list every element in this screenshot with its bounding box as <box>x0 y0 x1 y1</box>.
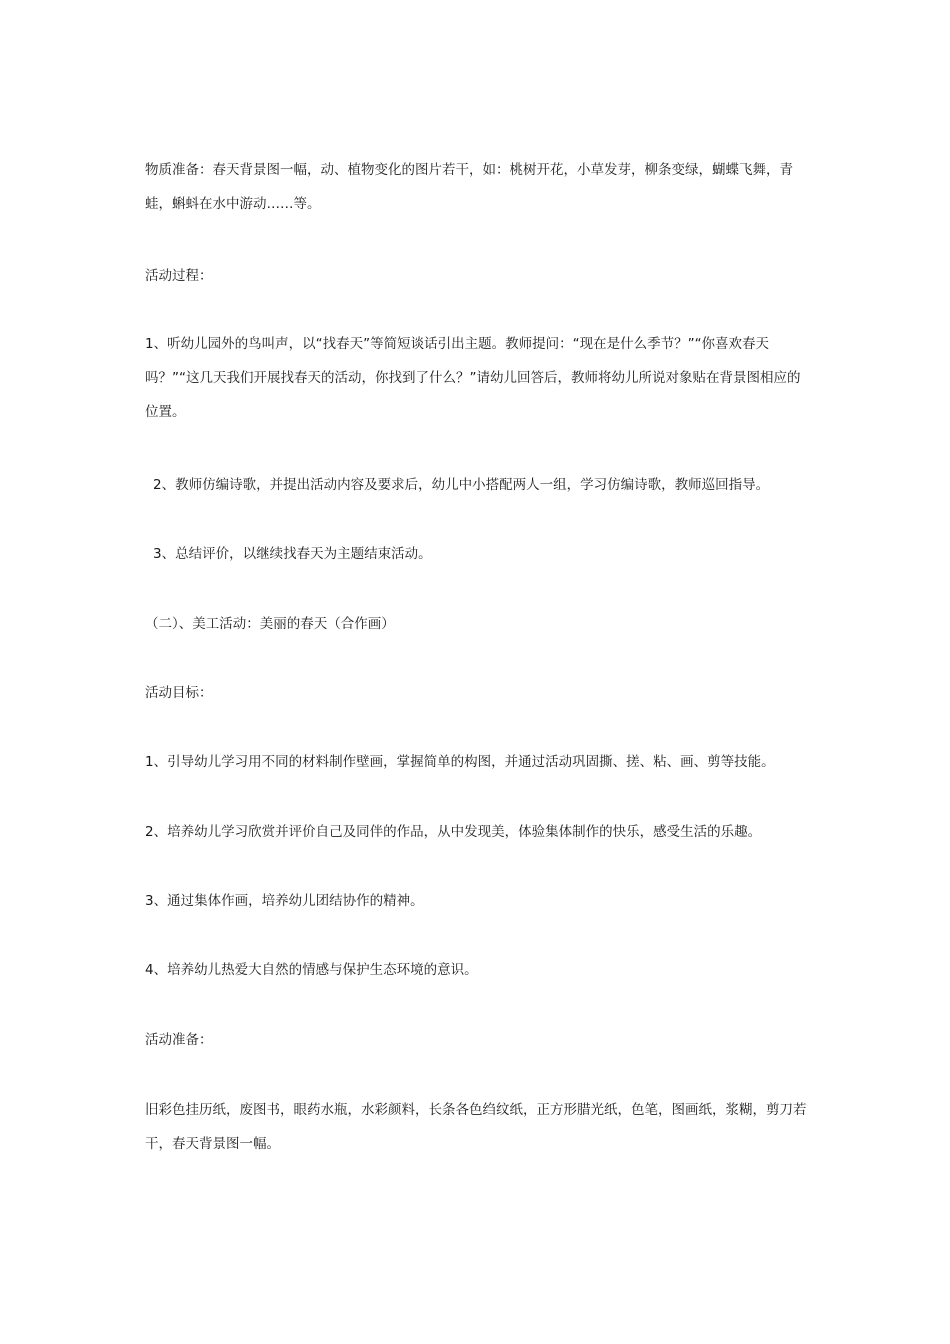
section-art-activity-heading: （二）、美工活动：美丽的春天（合作画） <box>145 616 395 632</box>
activity-goals-heading: 活动目标： <box>145 685 213 701</box>
process-step-1: 1、听幼儿园外的鸟叫声，以“找春天”等简短谈话引出主题。教师提问：“现在是什么季节？”“你喜欢春天吗？”“这几天我们开展找春天的活动，你找到了什么？”请幼儿回答后，教师将幼儿所说对象贴在背景图相应的位置。 <box>145 336 801 420</box>
activity-process-heading: 活动过程： <box>145 268 213 284</box>
activity-preparation-heading: 活动准备： <box>145 1032 213 1048</box>
material-preparation-paragraph: 物质准备：春天背景图一幅，动、植物变化的图片若干，如：桃树开花，小草发芽，柳条变绿，蝴蝶飞舞，青蛙，蝌蚪在水中游动……等。 <box>145 162 793 212</box>
goal-4: 4、培养幼儿热爱大自然的情感与保护生态环境的意识。 <box>145 962 478 978</box>
goal-2: 2、培养幼儿学习欣赏并评价自己及同伴的作品，从中发现美，体验集体制作的快乐，感受生活的乐趣。 <box>145 824 762 840</box>
goal-3: 3、通过集体作画，培养幼儿团结协作的精神。 <box>145 893 424 909</box>
process-step-3: 3、总结评价，以继续找春天为主题结束活动。 <box>153 546 432 562</box>
process-step-2: 2、教师仿编诗歌，并提出活动内容及要求后，幼儿中小搭配两人一组，学习仿编诗歌，教师巡回指导。 <box>153 477 770 493</box>
materials-list-paragraph: 旧彩色挂历纸，废图书，眼药水瓶，水彩颜料，长条各色绉纹纸，正方形腊光纸，色笔，图画纸，浆糊，剪刀若干，春天背景图一幅。 <box>145 1102 807 1152</box>
goal-1: 1、引导幼儿学习用不同的材料制作壁画，掌握简单的构图，并通过活动巩固撕、搓、粘、画、剪等技能。 <box>145 754 775 770</box>
